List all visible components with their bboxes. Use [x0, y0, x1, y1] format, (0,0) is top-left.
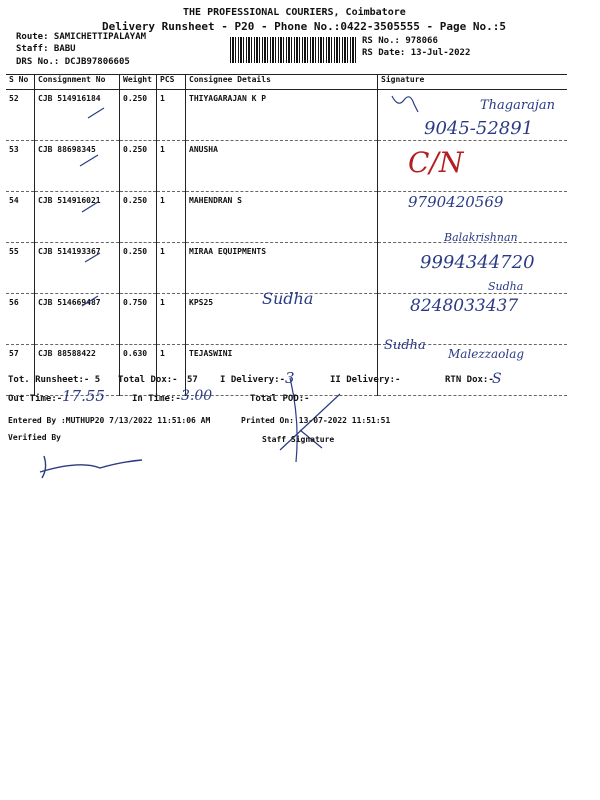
row-sno: 56 — [6, 294, 35, 345]
row-pcs: 1 — [157, 192, 186, 243]
i-delivery-value: 3 — [285, 369, 295, 387]
row-weight: 0.250 — [120, 243, 157, 294]
handwritten-cn: C/N — [408, 146, 464, 179]
total-pod-label: Total POD:- — [250, 394, 310, 404]
company-title: THE PROFESSIONAL COURIERS, Coimbatore — [183, 7, 406, 18]
row-consignment: CJB 88588422 — [35, 345, 120, 396]
handwritten-name: Sudha — [384, 338, 426, 353]
handwritten-phone: 9790420569 — [408, 193, 504, 211]
row-pcs: 1 — [157, 90, 186, 141]
row-consignment: CJB 514669487 — [35, 294, 120, 345]
runsheet-subtitle: Delivery Runsheet - P20 - Phone No.:0422-3505555 - Page No.:5 — [102, 20, 506, 33]
rtn-dox-value: S — [492, 371, 502, 387]
handwritten-name: Malezzaolag — [448, 347, 525, 361]
row-consignment: CJB 514916021 — [35, 192, 120, 243]
col-signature: Signature — [378, 75, 568, 90]
col-weight: Weight — [120, 75, 157, 90]
row-sno: 53 — [6, 141, 35, 192]
entered-by: Entered By :MUTHUP20 7/13/2022 11:51:06 AM — [8, 416, 211, 425]
row-sno: 54 — [6, 192, 35, 243]
tick-mark — [82, 202, 98, 212]
tick-mark — [80, 155, 98, 166]
handwritten-name: Sudha — [488, 280, 524, 293]
row-consignee: MIRAA EQUIPMENTS — [186, 243, 378, 294]
row-consignee: THIYAGARAJAN K P — [186, 90, 378, 141]
row-weight: 0.250 — [120, 192, 157, 243]
handwritten-phone: 9994344720 — [420, 252, 535, 273]
out-time-label: Out Time:- — [8, 394, 63, 404]
route-label: Route: SAMICHETTIPALAYAM — [16, 32, 147, 42]
row-sno: 57 — [6, 345, 35, 396]
tot-runsheet: Tot. Runsheet:- 5 — [8, 375, 101, 385]
row-consignment: CJB 514916184 — [35, 90, 120, 141]
drs-number: DRS No.: DCJB97806605 — [16, 57, 130, 67]
row-consignment: CJB 88698345 — [35, 141, 120, 192]
row-pcs: 1 — [157, 141, 186, 192]
row-weight: 0.750 — [120, 294, 157, 345]
in-time-value: 3.00 — [181, 388, 213, 404]
handwritten-name: Thagarajan — [480, 98, 555, 113]
staff-label: Staff: BABU — [16, 44, 76, 54]
ii-delivery-label: II Delivery:- — [330, 375, 401, 385]
staff-signature-label: Staff Signature — [262, 435, 335, 444]
handwritten-name: Balakrishnan — [444, 231, 518, 244]
handwritten-name: Sudha — [262, 289, 314, 308]
col-sno: S No — [6, 75, 35, 90]
out-time-value: 17.55 — [62, 387, 105, 405]
handwritten-phone: 8248033437 — [410, 296, 519, 316]
signature-scribble — [392, 96, 418, 112]
row-consignee: ANUSHA — [186, 141, 378, 192]
rs-number: RS No.: 978066 — [362, 36, 438, 46]
total-dox-value: 57 — [187, 375, 198, 385]
row-consignment: CJB 514193367 — [35, 243, 120, 294]
col-consignee: Consignee Details — [186, 75, 378, 90]
row-pcs: 1 — [157, 345, 186, 396]
row-consignee: KPS25 — [186, 294, 378, 345]
in-time-label: In Time:- — [132, 394, 181, 404]
row-weight: 0.250 — [120, 90, 157, 141]
row-pcs: 1 — [157, 243, 186, 294]
row-consignee: MAHENDRAN S — [186, 192, 378, 243]
row-sno: 55 — [6, 243, 35, 294]
rtn-dox-label: RTN Dox:- — [445, 375, 494, 385]
row-sno: 52 — [6, 90, 35, 141]
tick-mark — [82, 296, 98, 306]
verified-by: Verified By — [8, 433, 61, 442]
handwritten-phone: 9045-52891 — [424, 118, 534, 139]
total-dox-label: Total Dox:- — [118, 375, 178, 385]
rs-date: RS Date: 13-Jul-2022 — [362, 48, 471, 58]
tick-mark — [88, 108, 104, 118]
verified-signature-scribble — [40, 456, 142, 478]
col-consignment: Consignment No — [35, 75, 120, 90]
printed-on: Printed On: 13-07-2022 11:51:51 — [241, 416, 391, 425]
i-delivery-label: I Delivery:- — [220, 375, 286, 385]
col-pcs: PCS — [157, 75, 186, 90]
row-weight: 0.630 — [120, 345, 157, 396]
row-consignee: TEJASWINI — [186, 345, 378, 396]
row-weight: 0.250 — [120, 141, 157, 192]
row-pcs: 1 — [157, 294, 186, 345]
tick-mark — [85, 253, 100, 262]
